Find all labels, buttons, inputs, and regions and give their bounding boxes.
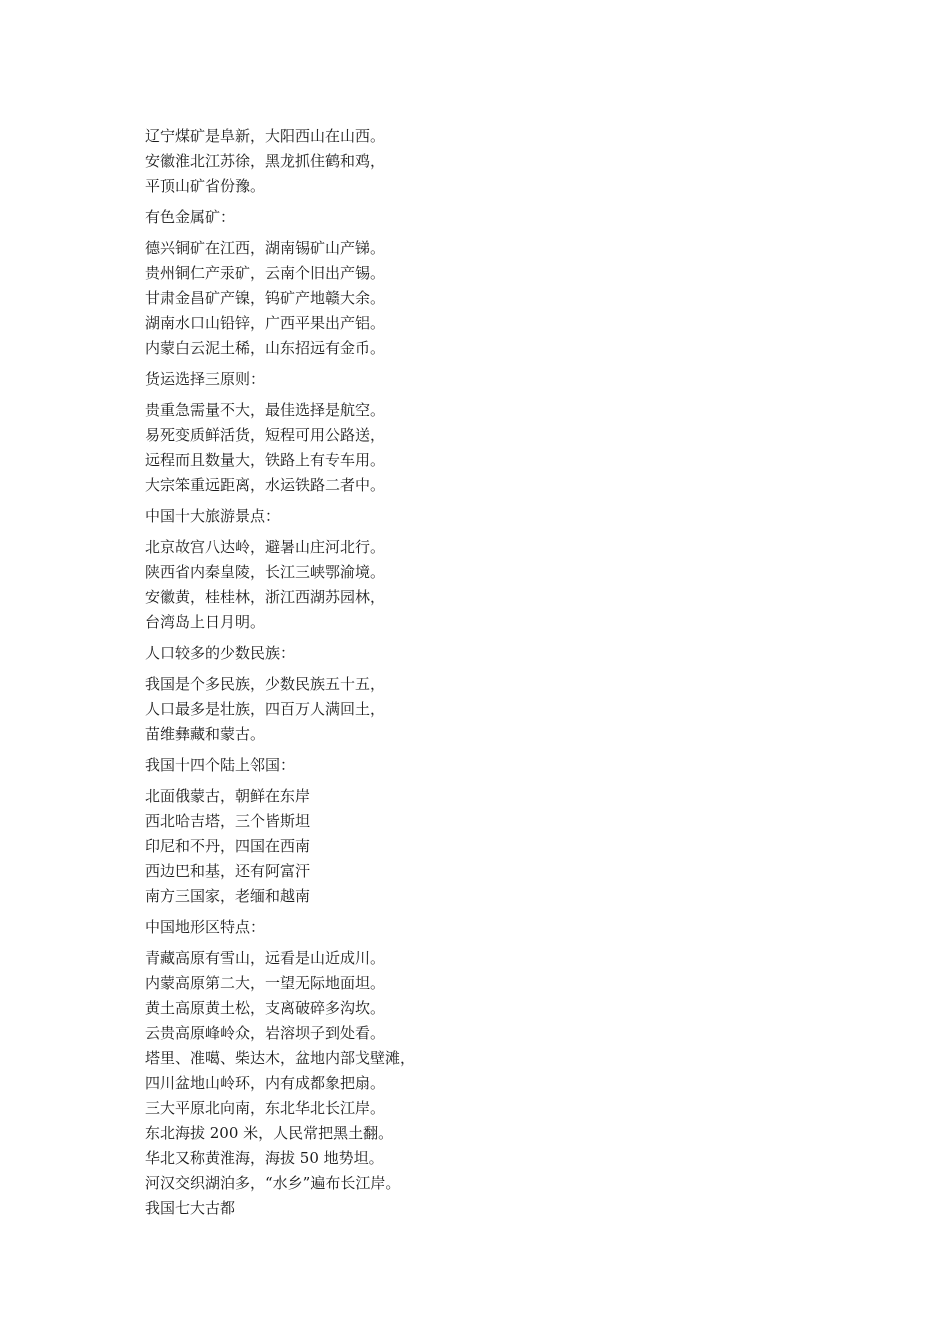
text-line: 安徽淮北江苏徐，黑龙抓住鹤和鸡， — [145, 152, 386, 170]
section-ethnic-minorities — [145, 641, 845, 747]
text-line: 大宗笨重远距离，水运铁路二者中。 — [145, 476, 386, 494]
text-line: 东北海拔 200 米，人民常把黑土翻。 — [145, 1124, 394, 1142]
section-heading: 中国十大旅游景点： — [145, 507, 281, 525]
text-line: 南方三国家，老缅和越南 — [145, 887, 311, 905]
text-line: 内蒙白云泥土稀，山东招远有金币。 — [145, 339, 386, 357]
section-coal-mines — [145, 124, 845, 199]
section-nonferrous-metals — [145, 205, 845, 361]
text-line: 印尼和不丹，四国在西南 — [145, 837, 311, 855]
text-line: 甘肃金昌矿产镍，钨矿产地赣大余。 — [145, 289, 386, 307]
text-line: 人口最多是壮族，四百万人满回土， — [145, 700, 386, 718]
section-tourist-sites — [145, 504, 845, 635]
text-line: 北面俄蒙古，朝鲜在东岸 — [145, 787, 311, 805]
section-heading: 我国十四个陆上邻国： — [145, 756, 296, 774]
text-line: 陕西省内秦皇陵，长江三峡鄂渝境。 — [145, 563, 386, 581]
section-terrain-features — [145, 915, 845, 1221]
text-line: 台湾岛上日月明。 — [145, 613, 266, 631]
text-line: 远程而且数量大，铁路上有专车用。 — [145, 451, 386, 469]
section-neighbor-countries — [145, 753, 845, 909]
text-line: 贵州铜仁产汞矿，云南个旧出产锡。 — [145, 264, 386, 282]
text-line: 北京故宫八达岭，避暑山庄河北行。 — [145, 538, 386, 556]
text-line: 华北又称黄淮海，海拔 50 地势坦。 — [145, 1149, 384, 1167]
text-line: 西北哈吉塔，三个皆斯坦 — [145, 812, 311, 830]
text-line: 西边巴和基，还有阿富汗 — [145, 862, 311, 880]
text-line: 塔里、准噶、柴达木，盆地内部戈壁滩， — [145, 1049, 416, 1067]
section-heading: 中国地形区特点： — [145, 918, 266, 936]
text-line: 云贵高原峰岭众，岩溶坝子到处看。 — [145, 1024, 386, 1042]
text-line: 内蒙高原第二大，一望无际地面坦。 — [145, 974, 386, 992]
text-line: 我国七大古都 — [145, 1199, 236, 1217]
text-line: 德兴铜矿在江西，湖南锡矿山产锑。 — [145, 239, 386, 257]
text-line: 苗维彝藏和蒙古。 — [145, 725, 266, 743]
text-line: 辽宁煤矿是阜新，大阳西山在山西。 — [145, 127, 386, 145]
section-heading: 人口较多的少数民族： — [145, 644, 296, 662]
text-line: 四川盆地山岭环，内有成都象把扇。 — [145, 1074, 386, 1092]
text-line: 我国是个多民族，少数民族五十五， — [145, 675, 386, 693]
text-line: 易死变质鲜活货，短程可用公路送， — [145, 426, 386, 444]
text-line: 青藏高原有雪山，远看是山近成川。 — [145, 949, 386, 967]
text-line: 安徽黄，桂桂林，浙江西湖苏园林， — [145, 588, 386, 606]
text-line: 贵重急需量不大，最佳选择是航空。 — [145, 401, 386, 419]
document-page — [145, 124, 845, 1221]
text-line: 湖南水口山铅锌，广西平果出产铝。 — [145, 314, 386, 332]
section-freight-principles — [145, 367, 845, 498]
text-line: 三大平原北向南，东北华北长江岸。 — [145, 1099, 386, 1117]
text-line: 平顶山矿省份豫。 — [145, 177, 266, 195]
text-line: 河汉交织湖泊多，“水乡”遍布长江岸。 — [145, 1174, 401, 1192]
section-heading: 有色金属矿： — [145, 208, 236, 226]
text-line: 黄土高原黄土松，支离破碎多沟坎。 — [145, 999, 386, 1017]
section-heading: 货运选择三原则： — [145, 370, 266, 388]
